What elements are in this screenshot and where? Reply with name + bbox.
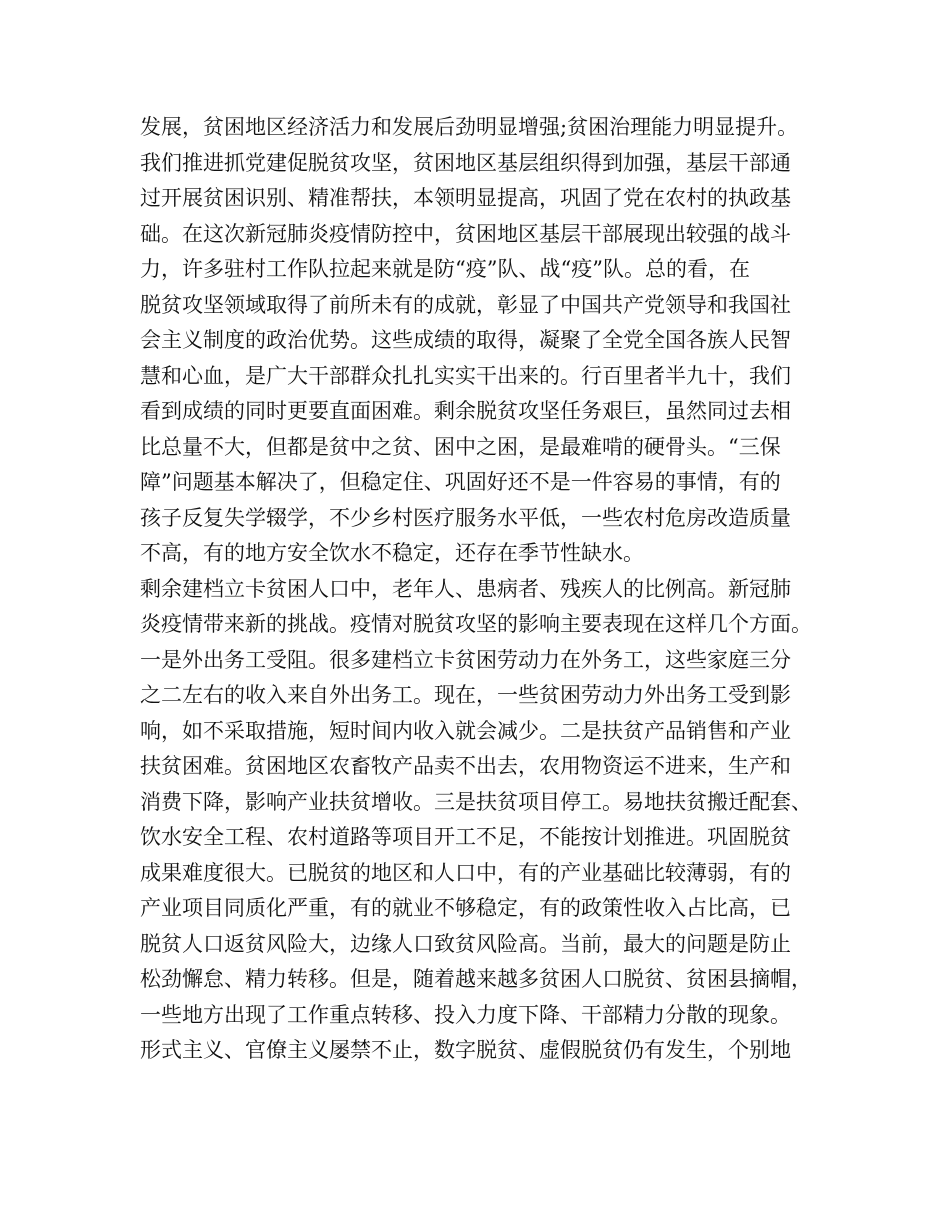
text-line: 脱贫人口返贫风险大，边缘人口致贫风险高。当前，最大的问题是防止 — [140, 931, 791, 956]
text-line: 扶贫困难。贫困地区农畜牧产品卖不出去，农用物资运不进来，生产和 — [140, 754, 791, 778]
text-line: 松劲懈怠、精力转移。但是，随着越来越多贫困人口脱贫、贫困县摘帽， — [140, 967, 812, 991]
text-line: 一是外出务工受阻。很多建档立卡贫困劳动力在外务工，这些家庭三分 — [140, 647, 791, 672]
text-line: 发展，贫困地区经济活力和发展后劲明显增强;贫困治理能力明显提升。 — [140, 115, 799, 139]
text-line: 一些地方出现了工作重点转移、投入力度下降、干部精力分散的现象。 — [140, 1002, 791, 1027]
text-line: 慧和心血，是广大干部群众扎扎实实干出来的。行百里者半九十，我们 — [140, 363, 791, 388]
text-line: 消费下降，影响产业扶贫增收。三是扶贫项目停工。易地扶贫搬迁配套、 — [140, 789, 812, 814]
text-line: 力，许多驻村工作队拉起来就是防“疫”队、战“疫”队。总的看，在 — [140, 257, 750, 281]
text-line: 响，如不采取措施，短时间内收入就会减少。二是扶贫产品销售和产业 — [140, 718, 791, 743]
text-line: 成果难度很大。已脱贫的地区和人口中，有的产业基础比较薄弱，有的 — [140, 860, 791, 885]
text-line: 比总量不大，但都是贫中之贫、困中之困，是最难啃的硬骨头。“三保 — [140, 434, 781, 459]
text-line: 会主义制度的政治优势。这些成绩的取得，凝聚了全党全国各族人民智 — [140, 328, 791, 352]
text-line: 炎疫情带来新的挑战。疫情对脱贫攻坚的影响主要表现在这样几个方面。 — [140, 612, 812, 636]
text-line: 过开展贫困识别、精准帮扶，本领明显提高，巩固了党在农村的执政基 — [140, 186, 791, 210]
text-line: 孩子反复失学辍学，不少乡村医疗服务水平低，一些农村危房改造质量 — [140, 505, 791, 530]
text-line: 饮水安全工程、农村道路等项目开工不足，不能按计划推进。巩固脱贫 — [140, 825, 791, 849]
text-line: 础。在这次新冠肺炎疫情防控中，贫困地区基层干部展现出较强的战斗 — [140, 221, 791, 246]
text-line: 我们推进抓党建促脱贫攻坚，贫困地区基层组织得到加强，基层干部通 — [140, 150, 791, 175]
text-line: 不高，有的地方安全饮水不稳定，还存在季节性缺水。 — [140, 541, 644, 565]
text-line: 看到成绩的同时更要直面困难。剩余脱贫攻坚任务艰巨，虽然同过去相 — [140, 399, 791, 423]
text-line: 形式主义、官僚主义屡禁不止，数字脱贫、虚假脱贫仍有发生，个别地 — [140, 1038, 791, 1062]
body-text — [140, 110, 830, 1069]
text-line: 剩余建档立卡贫困人口中，老年人、患病者、残疾人的比例高。新冠肺 — [140, 576, 791, 601]
text-line: 脱贫攻坚领域取得了前所未有的成就，彰显了中国共产党领导和我国社 — [140, 292, 791, 317]
text-line: 产业项目同质化严重，有的就业不够稳定，有的政策性收入占比高，已 — [140, 896, 791, 920]
text-line: 之二左右的收入来自外出务工。现在，一些贫困劳动力外出务工受到影 — [140, 683, 791, 707]
text-line: 障”问题基本解决了，但稳定住、巩固好还不是一件容易的事情，有的 — [140, 470, 781, 494]
